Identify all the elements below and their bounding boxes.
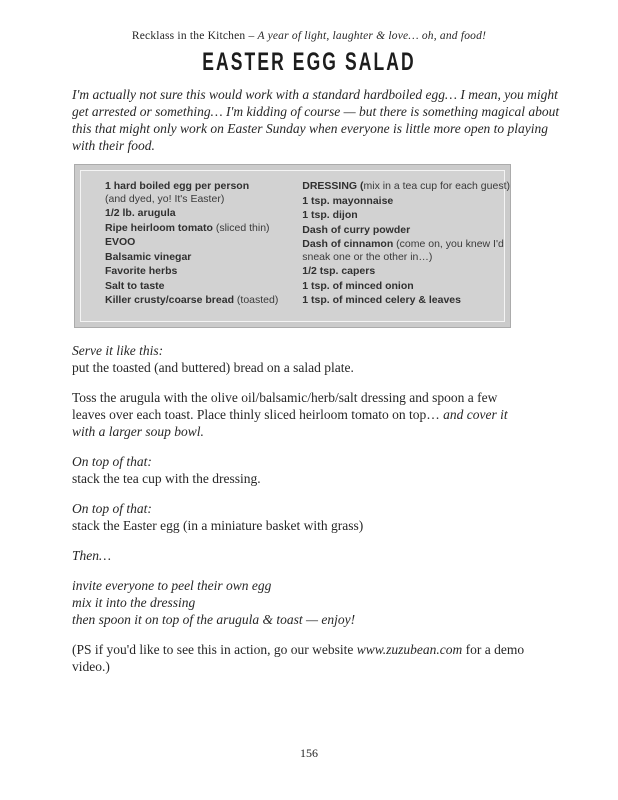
text-line: 1 hard boiled egg per person [105,180,250,192]
text-line: 1 tsp. of minced celery & leaves [302,294,461,306]
text-line: Balsamic vinegar [105,250,192,263]
text-line: Dash of curry powder [302,223,411,236]
ingredient-item [105,294,302,307]
text-line: with their food. [72,138,155,153]
text-line: mix it into the dressing [72,594,196,610]
text-line: Serve it like this: [72,342,164,358]
text-line: 1 tsp. dijon [302,209,358,221]
ingredient-item [302,294,510,307]
text-line: (and dyed, yo! It's Easter) [105,192,225,205]
text-line: (PS if you'd like to see this in action, go our website www.zuzubean.com for a demo [72,641,525,657]
text-line: leaves over each toast. Place thinly sliced heirloom tomato on top… and cover it [72,406,508,422]
text-line: get arrested or something… I'm kidding of course — but there is something magical about [72,104,560,119]
text-line: Ripe heirloom tomato (sliced thin) [105,221,270,234]
instruction-paragraph [72,342,618,376]
text-line: then spoon it on top of the arugula & toast — enjoy! [72,611,356,627]
text-line: put the toasted (and buttered) bread on a salad plate. [72,359,354,375]
instructions [72,342,618,675]
ingredient-item [105,251,302,264]
ingredient-item [105,265,302,278]
text-line: On top of that: [72,453,152,469]
ingredient-item [105,180,302,205]
text-line: sneak one or the other in…) [302,250,433,263]
page-number: 156 [300,746,318,760]
instruction-paragraph [72,641,618,675]
instruction-paragraph [72,453,618,487]
text-line: On top of that: [72,500,152,516]
text-line: invite everyone to peel their own egg [72,577,272,593]
ingredient-item [105,280,302,293]
text-line: Favorite herbs [105,265,178,277]
book-subtitle: A year of light, laughter & love… oh, and food! [257,30,487,42]
text-line: DRESSING (mix in a tea cup for each guest) [302,180,510,192]
instruction-paragraph [72,577,618,628]
text-line: Then… [72,547,112,563]
text-line: with a larger soup bowl. [72,423,204,439]
ingredient-item [302,209,510,222]
ingredient-item [105,222,302,235]
text-line: this that might only work on Easter Sunday when everyone is little more open to playing [72,121,549,136]
ingredient-item [302,180,510,193]
text-line: video.) [72,658,110,674]
text-line: 1 tsp. of minced onion [302,279,414,292]
text-line: Dash of cinnamon (come on, you knew I'd [302,238,504,250]
ingredients-column-right [302,180,510,309]
text-line: stack the Easter egg (in a miniature basket with grass) [72,517,364,533]
ingredient-item [105,207,302,220]
instruction-paragraph [72,389,618,440]
text-line: 1/2 tsp. capers [302,265,376,277]
ingredient-item [302,224,510,237]
ingredients-column-left [75,180,302,309]
text-line: stack the tea cup with the dressing. [72,470,261,486]
text-line: I'm actually not sure this would work with a standard hardboiled egg… I mean, you might [72,87,558,102]
instruction-paragraph [72,500,618,534]
ingredient-item [302,238,510,263]
intro-paragraph [72,86,618,154]
text-line: 1 tsp. mayonnaise [302,194,394,207]
running-header [0,0,618,42]
book-title: Recklass in the Kitchen – [131,30,258,42]
text-line: 1/2 lb. arugula [105,207,176,219]
text-line: Toss the arugula with the olive oil/balsamic/herb/salt dressing and spoon a few [72,389,498,405]
ingredient-item [302,195,510,208]
ingredient-item [302,280,510,293]
text-line: EVOO [105,236,136,248]
text-line: Killer crusty/coarse bread (toasted) [105,294,279,306]
ingredient-item [302,265,510,278]
instruction-paragraph [72,547,618,564]
recipe-title: EASTER EGG SALAD [202,48,416,76]
ingredients-box [74,164,511,328]
ingredient-item [105,236,302,249]
text-line: Salt to taste [105,279,165,292]
